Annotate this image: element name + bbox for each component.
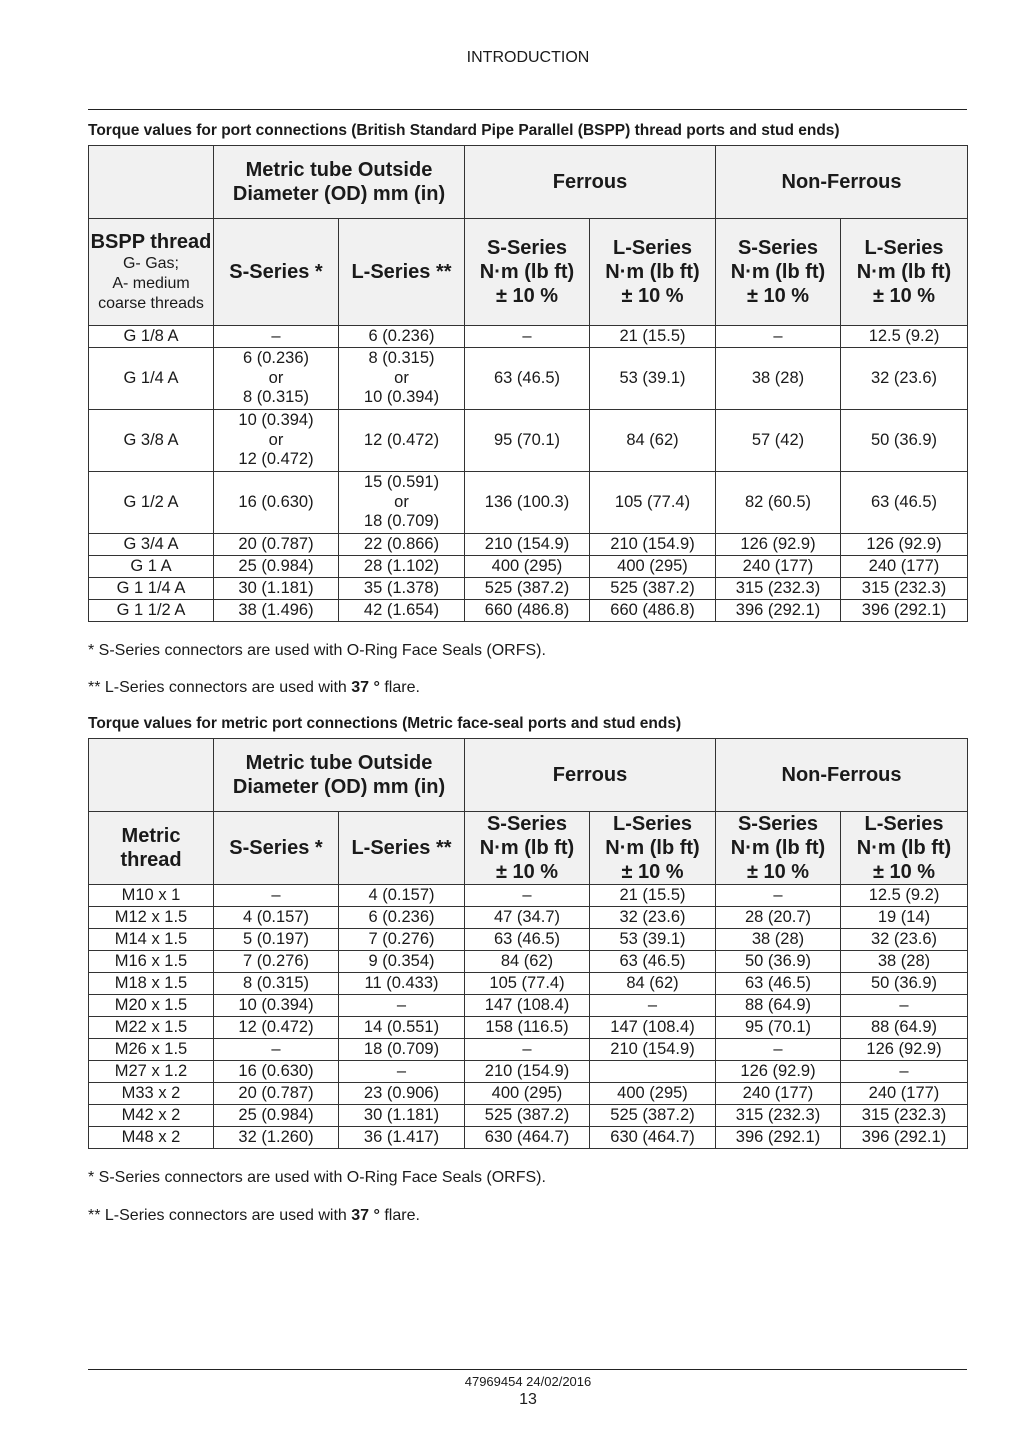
- table-cell: 6 (0.236) or 8 (0.315): [214, 348, 339, 410]
- table-cell: 88 (64.9): [716, 995, 841, 1017]
- table-cell: 38 (1.496): [214, 600, 339, 622]
- table-cell: –: [339, 1061, 465, 1083]
- table-cell: 25 (0.984): [214, 1105, 339, 1127]
- table-cell: –: [716, 326, 841, 348]
- header-line: ± 10 %: [746, 861, 810, 883]
- table-cell: 396 (292.1): [716, 600, 841, 622]
- thread-size-cell: M18 x 1.5: [89, 973, 214, 995]
- table-cell: 22 (0.866): [339, 534, 465, 556]
- table-cell: 525 (387.2): [590, 578, 716, 600]
- table-cell: 8 (0.315): [214, 973, 339, 995]
- table-cell: 19 (14): [841, 907, 968, 929]
- table-cell: 396 (292.1): [841, 600, 968, 622]
- header-line: ± 10 %: [872, 285, 936, 307]
- table-cell: –: [465, 326, 590, 348]
- table-cell: 396 (292.1): [841, 1127, 968, 1149]
- table-row: [89, 973, 968, 995]
- table-cell: 50 (36.9): [841, 410, 968, 472]
- header-line: S-Series: [486, 813, 568, 835]
- document-code: 47969454 24/02/2016: [464, 1374, 592, 1389]
- table-cell: 210 (154.9): [590, 1039, 716, 1061]
- metric-ferrous-group-header: Ferrous: [465, 739, 716, 812]
- thread-size-cell: G 3/8 A: [89, 410, 214, 472]
- thread-size-cell: M48 x 2: [89, 1127, 214, 1149]
- bspp-thread-header-sub-gas: G- Gas;: [122, 255, 179, 272]
- table-cell: 400 (295): [465, 556, 590, 578]
- table-cell: 32 (23.6): [841, 929, 968, 951]
- header-line: L-Series: [864, 813, 944, 835]
- table-cell: 35 (1.378): [339, 578, 465, 600]
- metric-ferrous-l-header: [590, 812, 716, 885]
- table-cell: 50 (36.9): [841, 973, 968, 995]
- bspp-l-series-od-header: L-Series **: [339, 219, 465, 326]
- table-cell: 38 (28): [716, 348, 841, 410]
- table-cell: 16 (0.630): [214, 472, 339, 534]
- table-cell: 63 (46.5): [590, 951, 716, 973]
- table-cell: –: [465, 1039, 590, 1061]
- header-line: N·m (lb ft): [730, 837, 826, 859]
- table-cell: 9 (0.354): [339, 951, 465, 973]
- thread-size-cell: M16 x 1.5: [89, 951, 214, 973]
- header-line: N·m (lb ft): [856, 837, 952, 859]
- header-line: L-Series: [613, 813, 692, 835]
- header-line: ± 10 %: [621, 861, 684, 883]
- header-line: S-Series: [486, 237, 568, 259]
- table-cell: 88 (64.9): [841, 1017, 968, 1039]
- table-cell: 7 (0.276): [339, 929, 465, 951]
- bspp-od-group-header: Metric tube Outside Diameter (OD) mm (in): [214, 146, 465, 219]
- header-line: N·m (lb ft): [479, 261, 575, 283]
- header-line: L-Series: [864, 237, 944, 259]
- table-cell: 63 (46.5): [716, 973, 841, 995]
- bspp-section-title: Torque values for port connections (British Standard Pipe Parallel (BSPP) thread ports and stud ends): [88, 122, 840, 139]
- table-row: [89, 907, 968, 929]
- bspp-ferrous-group-header: Ferrous: [465, 146, 716, 219]
- table-row: [89, 951, 968, 973]
- table-cell: 32 (23.6): [841, 348, 968, 410]
- table-cell: 6 (0.236): [339, 907, 465, 929]
- table-cell: 32 (23.6): [590, 907, 716, 929]
- table-cell: 63 (46.5): [465, 348, 590, 410]
- table-cell: 11 (0.433): [339, 973, 465, 995]
- table-cell: 28 (20.7): [716, 907, 841, 929]
- header-line: ± 10 %: [495, 285, 559, 307]
- table-cell: –: [590, 995, 716, 1017]
- bspp-ferrous-l-header: [590, 219, 716, 326]
- table-cell: [590, 1061, 716, 1083]
- header-line: N·m (lb ft): [605, 261, 700, 283]
- table-row: [89, 578, 968, 600]
- table-cell: 50 (36.9): [716, 951, 841, 973]
- table-row: [89, 410, 968, 472]
- header-line: N·m (lb ft): [856, 261, 952, 283]
- table-cell: 630 (464.7): [465, 1127, 590, 1149]
- table-cell: 5 (0.197): [214, 929, 339, 951]
- table-row: [89, 472, 968, 534]
- thread-size-cell: G 1/2 A: [89, 472, 214, 534]
- table-cell: 4 (0.157): [339, 885, 465, 907]
- table-row: [89, 995, 968, 1017]
- table-cell: 126 (92.9): [841, 1039, 968, 1061]
- bspp-nonferrous-s-header: [716, 219, 841, 326]
- table-cell: 95 (70.1): [716, 1017, 841, 1039]
- table-cell: 15 (0.591) or 18 (0.709): [339, 472, 465, 534]
- metric-od-group-header: Metric tube Outside Diameter (OD) mm (in): [214, 739, 465, 812]
- table-cell: –: [214, 885, 339, 907]
- note-text: flare.: [379, 679, 420, 696]
- table-cell: 660 (486.8): [465, 600, 590, 622]
- table-cell: 20 (0.787): [214, 1083, 339, 1105]
- table-cell: 6 (0.236): [339, 326, 465, 348]
- table-cell: 147 (108.4): [590, 1017, 716, 1039]
- table-cell: –: [841, 995, 968, 1017]
- table-cell: 136 (100.3): [465, 472, 590, 534]
- note-flare-angle: 37 °: [351, 1207, 380, 1224]
- table-cell: 53 (39.1): [590, 929, 716, 951]
- table-cell: 10 (0.394): [214, 995, 339, 1017]
- table-cell: 16 (0.630): [214, 1061, 339, 1083]
- metric-nonferrous-group-header: Non-Ferrous: [716, 739, 968, 812]
- table-cell: 28 (1.102): [339, 556, 465, 578]
- table-cell: 12 (0.472): [214, 1017, 339, 1039]
- table-cell: 660 (486.8): [590, 600, 716, 622]
- thread-size-cell: G 1/8 A: [89, 326, 214, 348]
- table-cell: 315 (232.3): [716, 578, 841, 600]
- table-cell: 47 (34.7): [465, 907, 590, 929]
- metric-section-title: Torque values for metric port connections (Metric face-seal ports and stud ends): [88, 715, 682, 732]
- table-row: [89, 534, 968, 556]
- header-line: L-Series: [613, 237, 692, 259]
- table-cell: 57 (42): [716, 410, 841, 472]
- metric-note-s-series: * S-Series connectors are used with O-Ring Face Seals (ORFS).: [88, 1169, 546, 1186]
- table-row: [89, 556, 968, 578]
- footer-divider: [88, 1369, 967, 1370]
- table-cell: 38 (28): [716, 929, 841, 951]
- table-cell: 21 (15.5): [590, 326, 716, 348]
- table-cell: –: [214, 326, 339, 348]
- thread-size-cell: M20 x 1.5: [89, 995, 214, 1017]
- table-cell: 315 (232.3): [716, 1105, 841, 1127]
- thread-size-cell: G 1 1/2 A: [89, 600, 214, 622]
- bspp-nonferrous-group-header: Non-Ferrous: [716, 146, 968, 219]
- metric-nonferrous-l-header: [841, 812, 968, 885]
- table-row: [89, 600, 968, 622]
- header-line: ± 10 %: [746, 285, 810, 307]
- table-cell: 400 (295): [590, 1083, 716, 1105]
- metric-corner-cell: [89, 739, 214, 812]
- table-cell: 63 (46.5): [465, 929, 590, 951]
- metric-ferrous-s-header: [465, 812, 590, 885]
- table-cell: 42 (1.654): [339, 600, 465, 622]
- bspp-note-s-series: * S-Series connectors are used with O-Ring Face Seals (ORFS).: [88, 642, 546, 659]
- table-cell: 84 (62): [590, 410, 716, 472]
- table-row: [89, 1017, 968, 1039]
- table-cell: –: [841, 1061, 968, 1083]
- thread-size-cell: M26 x 1.5: [89, 1039, 214, 1061]
- table-row: [89, 1083, 968, 1105]
- table-cell: 10 (0.394) or 12 (0.472): [214, 410, 339, 472]
- thread-size-cell: M12 x 1.5: [89, 907, 214, 929]
- table-cell: 8 (0.315) or 10 (0.394): [339, 348, 465, 410]
- table-cell: 25 (0.984): [214, 556, 339, 578]
- bspp-corner-cell: [89, 146, 214, 219]
- table-cell: 105 (77.4): [590, 472, 716, 534]
- table-row: [89, 1127, 968, 1149]
- thread-size-cell: M42 x 2: [89, 1105, 214, 1127]
- metric-s-series-od-header: S-Series *: [214, 812, 339, 885]
- table-cell: –: [716, 1039, 841, 1061]
- bspp-thread-header: [89, 219, 214, 326]
- table-cell: 240 (177): [841, 1083, 968, 1105]
- table-cell: 400 (295): [590, 556, 716, 578]
- table-cell: 20 (0.787): [214, 534, 339, 556]
- metric-note-l-series: [88, 1207, 420, 1225]
- header-line: ± 10 %: [872, 861, 936, 883]
- table-cell: 30 (1.181): [339, 1105, 465, 1127]
- table-cell: 14 (0.551): [339, 1017, 465, 1039]
- thread-size-cell: G 1/4 A: [89, 348, 214, 410]
- header-line: ± 10 %: [495, 861, 559, 883]
- bspp-torque-table: [88, 145, 968, 622]
- bspp-s-series-od-header: S-Series *: [214, 219, 339, 326]
- table-cell: 18 (0.709): [339, 1039, 465, 1061]
- table-cell: 315 (232.3): [841, 1105, 968, 1127]
- table-cell: 210 (154.9): [465, 534, 590, 556]
- thread-size-cell: G 1 A: [89, 556, 214, 578]
- table-cell: 525 (387.2): [465, 578, 590, 600]
- table-cell: –: [716, 885, 841, 907]
- bspp-thread-header-title: BSPP thread: [90, 231, 212, 253]
- thread-size-cell: M22 x 1.5: [89, 1017, 214, 1039]
- thread-size-cell: M33 x 2: [89, 1083, 214, 1105]
- metric-table-body: [89, 885, 968, 1149]
- table-cell: 63 (46.5): [841, 472, 968, 534]
- table-cell: 21 (15.5): [590, 885, 716, 907]
- table-cell: 12.5 (9.2): [841, 326, 968, 348]
- page-header-title: INTRODUCTION: [466, 49, 590, 66]
- bspp-thread-header-sub-medium: A- medium coarse threads: [98, 275, 204, 312]
- thread-size-cell: G 3/4 A: [89, 534, 214, 556]
- table-cell: 630 (464.7): [590, 1127, 716, 1149]
- bspp-nonferrous-l-header: [841, 219, 968, 326]
- table-cell: 105 (77.4): [465, 973, 590, 995]
- bspp-ferrous-s-header: [465, 219, 590, 326]
- table-cell: –: [465, 885, 590, 907]
- header-line: S-Series: [737, 237, 819, 259]
- table-cell: 210 (154.9): [590, 534, 716, 556]
- table-cell: 53 (39.1): [590, 348, 716, 410]
- table-cell: 12.5 (9.2): [841, 885, 968, 907]
- header-divider: [88, 109, 967, 110]
- thread-size-cell: G 1 1/4 A: [89, 578, 214, 600]
- note-text: ** L-Series connectors are used with: [88, 679, 352, 696]
- metric-torque-table: [88, 738, 968, 1149]
- table-row: [89, 929, 968, 951]
- table-cell: 126 (92.9): [841, 534, 968, 556]
- table-cell: 525 (387.2): [465, 1105, 590, 1127]
- thread-size-cell: M27 x 1.2: [89, 1061, 214, 1083]
- table-cell: 12 (0.472): [339, 410, 465, 472]
- table-cell: 158 (116.5): [465, 1017, 590, 1039]
- table-cell: 240 (177): [716, 556, 841, 578]
- table-cell: 400 (295): [465, 1083, 590, 1105]
- table-cell: 82 (60.5): [716, 472, 841, 534]
- table-cell: 23 (0.906): [339, 1083, 465, 1105]
- table-row: [89, 348, 968, 410]
- table-cell: 38 (28): [841, 951, 968, 973]
- table-cell: 30 (1.181): [214, 578, 339, 600]
- table-row: [89, 1039, 968, 1061]
- thread-size-cell: M14 x 1.5: [89, 929, 214, 951]
- table-cell: 84 (62): [465, 951, 590, 973]
- table-cell: 84 (62): [590, 973, 716, 995]
- table-row: [89, 885, 968, 907]
- table-cell: 126 (92.9): [716, 534, 841, 556]
- table-cell: 240 (177): [841, 556, 968, 578]
- page-number: 13: [519, 1391, 537, 1408]
- thread-size-cell: M10 x 1: [89, 885, 214, 907]
- table-cell: 7 (0.276): [214, 951, 339, 973]
- header-line: N·m (lb ft): [605, 837, 700, 859]
- note-flare-angle: 37 °: [351, 679, 380, 696]
- table-cell: 147 (108.4): [465, 995, 590, 1017]
- note-text: flare.: [379, 1207, 420, 1224]
- table-cell: –: [339, 995, 465, 1017]
- note-text: ** L-Series connectors are used with: [88, 1207, 352, 1224]
- table-cell: 396 (292.1): [716, 1127, 841, 1149]
- header-line: N·m (lb ft): [479, 837, 575, 859]
- table-cell: 126 (92.9): [716, 1061, 841, 1083]
- table-row: [89, 326, 968, 348]
- table-cell: 4 (0.157): [214, 907, 339, 929]
- header-line: N·m (lb ft): [730, 261, 826, 283]
- bspp-note-l-series: [88, 679, 420, 697]
- metric-l-series-od-header: L-Series **: [339, 812, 465, 885]
- table-row: [89, 1061, 968, 1083]
- table-cell: 240 (177): [716, 1083, 841, 1105]
- header-line: ± 10 %: [621, 285, 684, 307]
- header-line: S-Series: [737, 813, 819, 835]
- table-cell: 32 (1.260): [214, 1127, 339, 1149]
- bspp-table-body: [89, 326, 968, 622]
- table-cell: 315 (232.3): [841, 578, 968, 600]
- metric-thread-header: Metric thread: [89, 812, 214, 885]
- table-cell: –: [214, 1039, 339, 1061]
- table-cell: 210 (154.9): [465, 1061, 590, 1083]
- metric-nonferrous-s-header: [716, 812, 841, 885]
- table-cell: 525 (387.2): [590, 1105, 716, 1127]
- table-cell: 95 (70.1): [465, 410, 590, 472]
- table-cell: 36 (1.417): [339, 1127, 465, 1149]
- table-row: [89, 1105, 968, 1127]
